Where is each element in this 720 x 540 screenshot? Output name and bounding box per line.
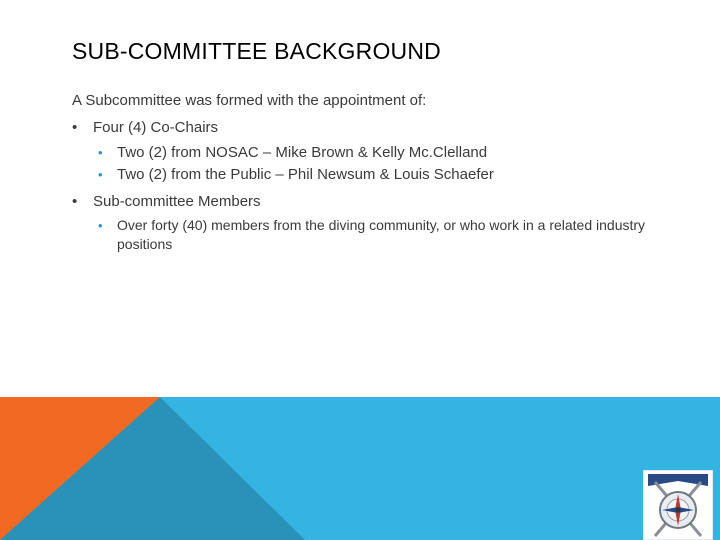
bullet-text: Sub-committee Members <box>93 193 261 210</box>
sub-bullet-text: Two (2) from the Public – Phil Newsum & Louis Schaefer <box>117 166 494 183</box>
sub-bullet-dot-icon: • <box>98 145 103 160</box>
decorative-bottom-band <box>0 397 720 540</box>
bullet-group-members <box>72 192 672 254</box>
bullet-group-co-chairs <box>72 118 672 186</box>
sub-bullet-item <box>72 164 672 186</box>
bullet-item <box>72 192 672 211</box>
compass-anchor-emblem-icon <box>643 470 713 540</box>
sub-bullet-text: Two (2) from NOSAC – Mike Brown & Kelly Mc.Clelland <box>117 144 488 161</box>
bullet-dot-icon: • <box>72 119 78 136</box>
bullet-text: Four (4) Co-Chairs <box>93 119 219 136</box>
sub-bullet-item <box>72 216 672 254</box>
sub-bullet-dot-icon: • <box>98 218 103 233</box>
sub-bullet-item <box>72 142 672 164</box>
sub-bullet-text: Over forty (40) members from the diving community, or who work in a related industry positions <box>117 217 646 252</box>
intro-text: A Subcommittee was formed with the appointment of: <box>72 92 427 109</box>
sub-bullet-dot-icon: • <box>98 167 103 182</box>
bullet-dot-icon: • <box>72 193 78 210</box>
bullet-item <box>72 118 672 137</box>
slide-title: SUB-COMMITTEE BACKGROUND <box>72 38 441 64</box>
bullet-list <box>72 118 672 259</box>
